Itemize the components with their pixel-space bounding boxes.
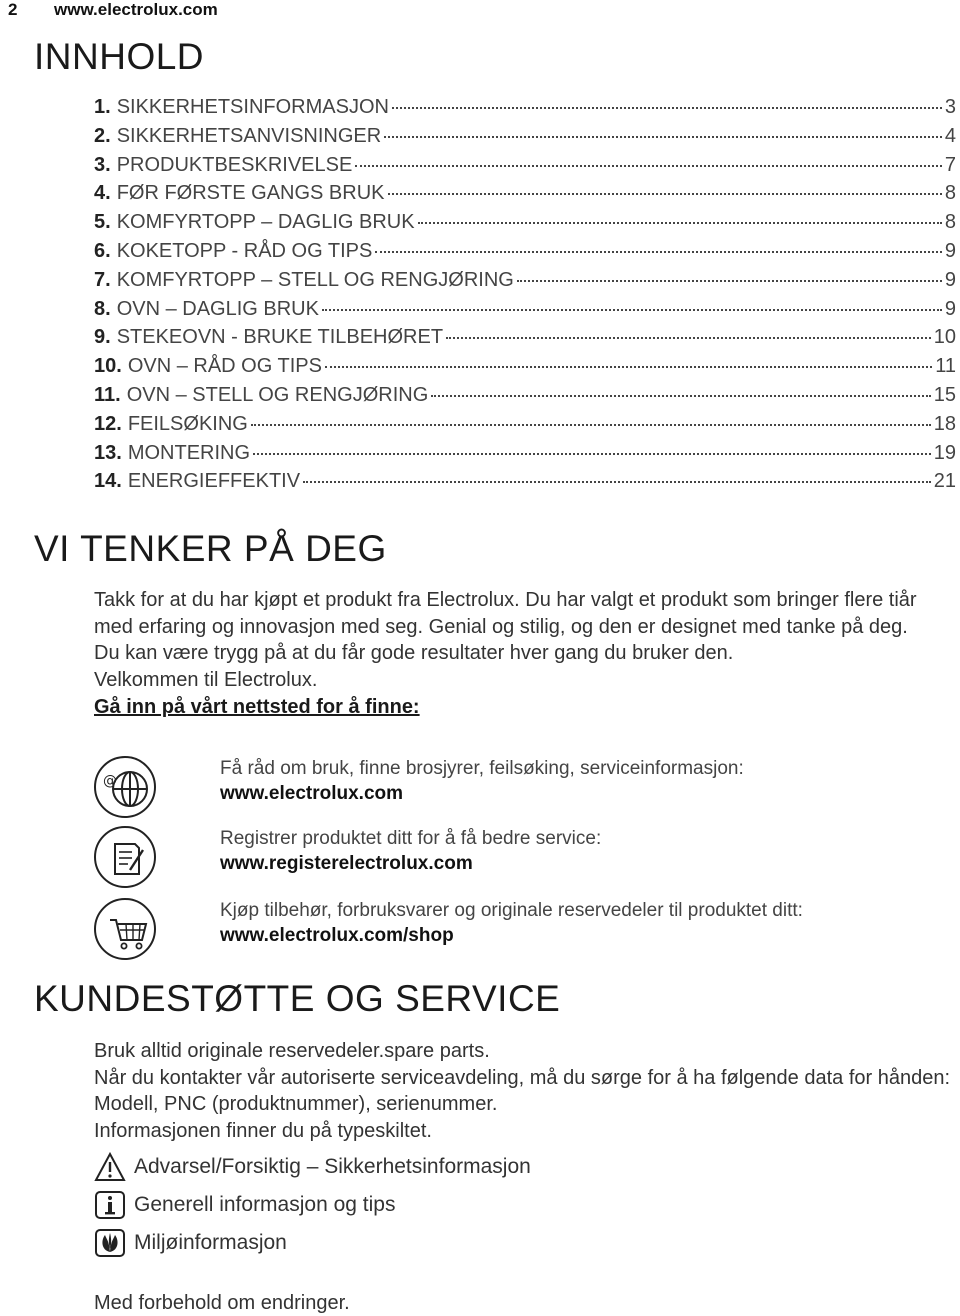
table-of-contents <box>94 96 956 499</box>
toc-entry-page: 9 <box>944 239 956 262</box>
toc-leader-dots <box>431 395 931 397</box>
link-shop[interactable]: www.electrolux.com/shop <box>220 925 454 946</box>
symbol-row-info <box>94 1190 395 1220</box>
toc-leader-dots <box>388 193 942 195</box>
toc-entry[interactable] <box>94 96 956 125</box>
toc-entry-title: SIKKERHETSANVISNINGER <box>116 124 382 147</box>
toc-leader-dots <box>375 251 942 253</box>
toc-entry-number: 1. <box>94 96 111 118</box>
toc-leader-dots <box>392 107 942 109</box>
toc-leader-dots <box>251 424 931 426</box>
toc-entry[interactable] <box>94 269 956 298</box>
toc-entry-page: 8 <box>944 182 956 205</box>
toc-entry-page: 9 <box>944 268 956 291</box>
intro-paragraph <box>94 587 934 721</box>
info-icon <box>94 1190 126 1220</box>
svg-text:@: @ <box>103 773 117 789</box>
toc-entry[interactable] <box>94 154 956 183</box>
header-site[interactable]: www.electrolux.com <box>54 0 218 19</box>
toc-entry-page: 21 <box>933 470 956 493</box>
toc-entry[interactable] <box>94 125 956 154</box>
toc-leader-dots <box>303 481 931 483</box>
toc-entry-page: 11 <box>935 355 956 378</box>
intro-text: Takk for at du har kjøpt et produkt fra Electrolux. Du har valgt et produkt som bringer flere tiår med erfaring og innovasjon med seg. Genial og stilig, og den er designet med tanke på deg. Du kan være trygg på at du får gode resultater hver gang du bruker den. <box>94 589 917 665</box>
toc-entry-page: 9 <box>944 297 956 320</box>
toc-entry-number: 6. <box>94 239 111 262</box>
toc-entry[interactable] <box>94 470 956 499</box>
toc-entry-title: FØR FØRSTE GANGS BRUK <box>116 182 385 205</box>
service-text-shop: Kjøp tilbehør, forbruksvarer og originale reservedeler til produktet ditt: www.electrolux.com/shop <box>220 900 803 946</box>
leaf-environment-icon <box>94 1228 126 1258</box>
shopping-cart-icon <box>94 898 156 960</box>
toc-entry[interactable] <box>94 384 956 413</box>
toc-entry-number: 13. <box>94 441 122 464</box>
toc-entry-number: 5. <box>94 211 111 234</box>
support-line-3: Informasjonen finner du på typeskiltet. <box>94 1120 432 1143</box>
toc-entry[interactable] <box>94 326 956 355</box>
toc-entry-page: 4 <box>944 124 956 147</box>
toc-entry-page: 10 <box>933 326 956 349</box>
service-text-register: Registrer produktet ditt for å få bedre service: www.registerelectrolux.com <box>220 828 602 874</box>
toc-entry-page: 3 <box>944 96 956 118</box>
toc-entry-title: MONTERING <box>127 441 251 464</box>
toc-leader-dots <box>253 453 931 455</box>
toc-entry-number: 2. <box>94 124 111 147</box>
symbol-label-environment: Miljøinformasjon <box>134 1231 287 1254</box>
toc-leader-dots <box>446 337 931 339</box>
toc-entry[interactable] <box>94 211 956 240</box>
link-electrolux[interactable]: www.electrolux.com <box>220 783 404 804</box>
toc-entry[interactable] <box>94 240 956 269</box>
toc-entry-title: KOKETOPP - RÅD OG TIPS <box>116 239 373 262</box>
page-number: 2 <box>8 0 18 19</box>
toc-entry-page: 18 <box>933 412 956 435</box>
toc-leader-dots <box>517 280 942 282</box>
toc-leader-dots <box>418 222 942 224</box>
toc-entry[interactable] <box>94 442 956 471</box>
symbol-label-warning: Advarsel/Forsiktig – Sikkerhetsinformasjon <box>134 1155 531 1178</box>
visit-heading: Gå inn på vårt nettsted for å finne: <box>94 695 420 718</box>
welcome-text: Velkommen til Electrolux. <box>94 669 318 692</box>
toc-entry-page: 7 <box>944 153 956 176</box>
toc-entry-title: OVN – STELL OG RENGJØRING <box>126 383 429 406</box>
toc-entry[interactable] <box>94 355 956 384</box>
toc-leader-dots <box>322 309 942 311</box>
we-think-heading: VI TENKER PÅ DEG <box>34 528 387 569</box>
toc-entry[interactable] <box>94 413 956 442</box>
symbol-label-info: Generell informasjon og tips <box>134 1193 396 1216</box>
toc-entry-title: OVN – RÅD OG TIPS <box>127 355 322 378</box>
toc-entry-title: KOMFYRTOPP – STELL OG RENGJØRING <box>116 268 514 291</box>
register-document-icon <box>94 826 156 888</box>
globe-at-icon <box>94 756 156 818</box>
toc-entry-page: 8 <box>944 211 956 234</box>
symbol-row-warning <box>94 1152 531 1182</box>
toc-entry[interactable] <box>94 298 956 327</box>
service-text-advice: Få råd om bruk, finne brosjyrer, feilsøking, serviceinformasjon: www.electrolux.com <box>220 758 744 804</box>
toc-entry-number: 14. <box>94 470 122 493</box>
toc-leader-dots <box>355 165 942 167</box>
toc-entry-page: 19 <box>933 441 956 464</box>
toc-heading: INNHOLD <box>34 36 205 77</box>
toc-entry-number: 7. <box>94 268 111 291</box>
toc-entry-number: 11. <box>94 383 121 406</box>
link-register[interactable]: www.registerelectrolux.com <box>220 853 473 874</box>
toc-leader-dots <box>384 136 942 138</box>
toc-entry-page: 15 <box>933 383 956 406</box>
toc-entry-title: SIKKERHETSINFORMASJON <box>116 96 389 118</box>
warning-triangle-icon <box>94 1152 126 1182</box>
toc-entry-title: FEILSØKING <box>127 412 248 435</box>
toc-entry-number: 10. <box>94 355 122 378</box>
toc-leader-dots <box>325 366 932 368</box>
toc-entry-title: ENERGIEFFEKTIV <box>127 470 301 493</box>
support-line-1: Bruk alltid originale reservedeler.spare parts. <box>94 1040 490 1062</box>
toc-entry[interactable] <box>94 182 956 211</box>
toc-entry-number: 4. <box>94 182 111 205</box>
toc-entry-title: KOMFYRTOPP – DAGLIG BRUK <box>116 211 415 234</box>
toc-entry-title: OVN – DAGLIG BRUK <box>116 297 319 320</box>
support-heading: KUNDESTØTTE OG SERVICE <box>34 978 561 1019</box>
toc-entry-number: 9. <box>94 326 111 349</box>
toc-entry-number: 3. <box>94 153 111 176</box>
page-header <box>8 0 218 20</box>
toc-entry-number: 8. <box>94 297 111 320</box>
symbol-row-environment <box>94 1228 287 1258</box>
support-line-2: Når du kontakter vår autoriserte serviceavdeling, må du sørge for å ha følgende data for hånden: Modell, PNC (produktnummer), serienummer. <box>94 1066 951 1116</box>
toc-entry-number: 12. <box>94 412 122 435</box>
toc-entry-title: STEKEOVN - BRUKE TILBEHØRET <box>116 326 444 349</box>
footer-note: Med forbehold om endringer. <box>94 1292 350 1314</box>
support-paragraph <box>94 1038 960 1145</box>
toc-entry-title: PRODUKTBESKRIVELSE <box>116 153 353 176</box>
